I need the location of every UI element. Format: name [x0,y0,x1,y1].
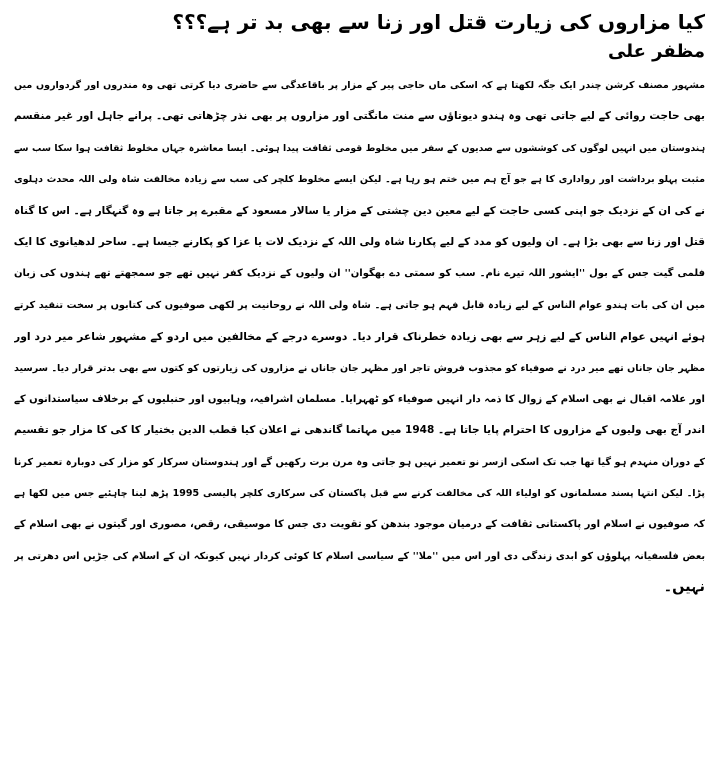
body-line: نہیں۔ [663,579,705,596]
body-line: فلمی گیت جس کے بول ''ایشور اللہ تیرے نام۔ سب کو سمتی دے بھگوان'' ان ولیوں کے نزدیک کفر نہیں تھے جو سمجھتے تھے ہندوں کی زبان [14,268,705,280]
body-line: پڑا۔ لیکن انتہا پسند مسلمانوں کو اولیاء اللہ کی مخالفت کرنے سے قبل پاکستان کی سرکاری کلچر پالیسی 1995 پڑھ لینا چاہئیے جس میں لکھا ہے [14,488,705,500]
body-line: نے کی ان کے نزدیک جو اپنی کسی حاجت کے لیے معین دین چشتی کے مزار یا سالار مسعود کے مقبرے پر جاتا ہے وہ گنہگار ہے۔ اس کا گناہ [14,204,705,217]
author-name: مظفر علی [608,41,705,62]
body-line: قتل اور زنا سے بھی بڑا ہے۔ ان ولیوں کو مدد کے لیے پکارنا شاہ ولی اللہ کے نزدیک لات یا عزا کو پکارنے جیسا ہے۔ ساحر لدھیانوی کا ایک [14,235,705,248]
body-line: میں ان کی بات ہندو عوام الناس کے لیے زیادہ قابل فہم ہو جاتی ہے۔ شاہ ولی اللہ نے روحانیت پر لکھی صوفیوں کی کتابوں پر سخت تنقید کرتے [14,299,705,311]
body-line: بعض فلسفیانہ پہلوؤں کو ابدی زندگی دی اور اس میں ''ملا'' کے سیاسی اسلام کا کوئی کردار نہیں کیونکہ ان کے اسلام کی جڑیں اس دھرتی پر [14,550,705,562]
body-line: کہ صوفیوں نے اسلام اور پاکستانی ثقافت کے درمیان موجود بندھن کو تقویت دی جس کا موسیقی، رقص، مصوری اور گیتوں نے بھی اسلام کے [14,519,705,531]
body-line: مظہر جان جاناں تھے میر درد نے صوفیاء کو مجذوب فروش تاجر اور مظہر جان جاناں نے مزاروں کی زیارتوں کو کتوں سے بھی بدتر قرار دیا۔ سرسید [14,362,705,374]
body-line: کے دوران منہدم ہو گیا تھا جب تک اسکی ازسر نو تعمیر نہیں ہو جاتی وہ مرن برت رکھیں گے اور ہندوستان سرکار کو مزار کی دوبارہ تعمیر کرنا [14,456,705,468]
body-line: مشہور مصنف کرشن چندر ایک جگہ لکھتا ہے کہ اسکی ماں حاجی پیر کے مزار پر باقاعدگی سے حاضری دیا کرتی تھی وہ مندروں اور گردواروں میں [14,80,705,91]
body-line: بھی حاجت روائی کے لیے جاتی تھی وہ ہندو دیوتاؤں سے منت مانگتی اور مزاروں پر بھی نذر چڑھاتی تھی۔ پرانے جاہل اور غیر منقسم [14,110,705,123]
body-line: ہندوستان میں انہیں لوگوں کی کوششوں سے صدیوں کے سفر میں مخلوط قومی ثقافت پیدا ہوئی۔ ایسا معاشرہ جہاں مخلوط ثقافت ہوا سکا سب سے [14,142,705,154]
body-line: ہوئے انہیں عوام الناس کے لیے زہر سے بھی زیادہ خطرناک قرار دیا۔ دوسرے درجے کے مخالفین میں اردو کے مشہور شاعر میر درد اور [14,330,705,344]
body-line: اندر آج بھی ولیوں کے مزاروں کا احترام پایا جاتا ہے۔ 1948 میں مہاتما گاندھی نے اعلان کیا قطب الدین بختیار کا کی کا مزار جو تقسیم [14,424,705,437]
body-line: اور علامہ اقبال نے بھی اسلام کے زوال کا ذمہ دار انہیں صوفیاء کو ٹھہرایا۔ مسلمان اشرافیہ، وہابیوں اور حنبلیوں کے برخلاف سیاستدانوں کے [14,393,705,405]
article-body [14,70,705,604]
body-line: مثبت پہلو برداشت اور رواداری کا ہے جو آج ہم میں ختم ہو رہا ہے۔ لیکن ایسے مخلوط کلچر کی سب سے زیادہ مخالفت شاہ ولی اللہ محدث دہلوی [14,174,705,186]
article-title: کیا مزاروں کی زیارت قتل اور زنا سے بھی بد تر ہے؟؟؟ [172,10,705,34]
